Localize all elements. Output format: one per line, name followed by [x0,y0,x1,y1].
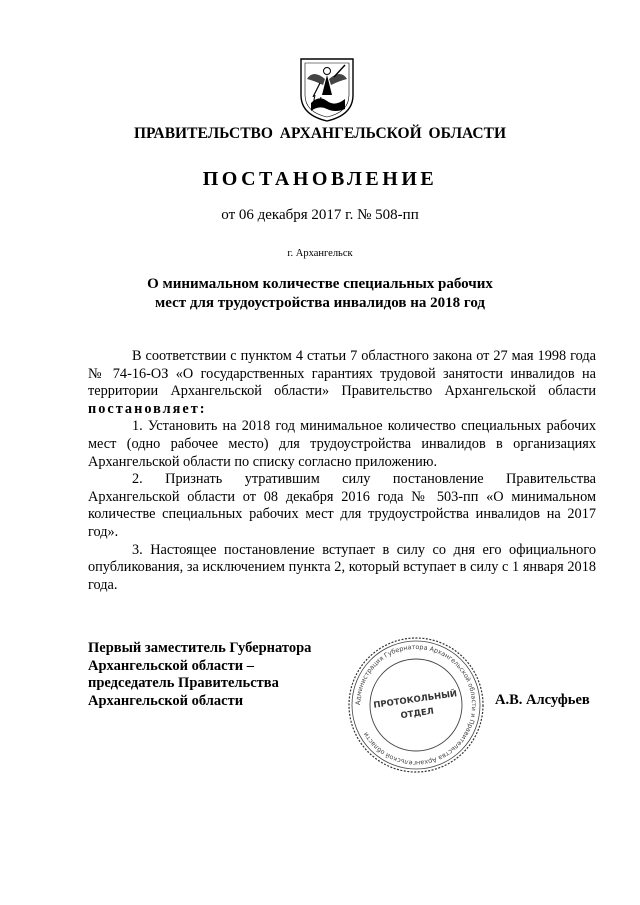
signatory-title-line: Архангельской области [88,692,244,709]
official-stamp-icon [345,634,487,776]
signatory-title-line: Архангельской области – [88,657,254,674]
document-title [0,275,640,313]
document-body [88,348,596,594]
preamble-text: В соответствии с пунктом 4 статьи 7 областного закона от 27 мая 1998 года № 74-16-ОЗ «О государственных гарантиях трудовой занятости инвалидов на территории Архангельской области» Правительство Архангельской области [88,348,596,400]
signatory-name: А.В. Алсуфьев [495,692,590,708]
clause-3: 3. Настоящее постановление вступает в силу со дня его официального опубликования, за исключением пункта 2, который вступает в силу с 1 января 2018 года. [88,541,596,593]
document-title-line: О минимальном количестве специальных рабочих [147,276,493,292]
signatory-title-line: Первый заместитель Губернатора [88,640,312,656]
signatory-title-line: председатель Правительства [88,675,279,692]
stamp-text-line: ОТДЕЛ [399,706,435,722]
document-date-number: от 06 декабря 2017 г. № 508-пп [221,207,419,223]
document-title-line: мест для трудоустройства инвалидов на 2018 год [155,295,485,311]
organization-name: ПРАВИТЕЛЬСТВО АРХАНГЕЛЬСКОЙ ОБЛАСТИ [133,125,506,142]
signatory-title [88,640,311,710]
document-city: г. Архангельск [287,248,353,259]
clause-1: 1. Установить на 2018 год минимальное количество специальных рабочих мест (одно рабочее место) для трудоустройства инвалидов в организациях Архангельской области по списку согласно приложению. [88,418,596,470]
stamp-text-line: ПРОТОКОЛЬНЫЙ [372,689,458,711]
clause-2: 2. Признать утратившим силу постановление Правительства Архангельской области от 08 декабря 2016 года № 503-пп «О минимальном количестве специальных рабочих мест для трудоустройства инвалидов на 2017 год». [88,471,596,540]
stamp-ring-text: Администрация Губернатора Архангельской области и Правительства Архангельской области [353,642,479,768]
resolution-keyword: постановляет: [88,400,207,417]
coat-of-arms-icon [295,55,359,123]
document-type: ПОСТАНОВЛЕНИЕ [202,168,438,190]
preamble-paragraph [88,348,596,418]
